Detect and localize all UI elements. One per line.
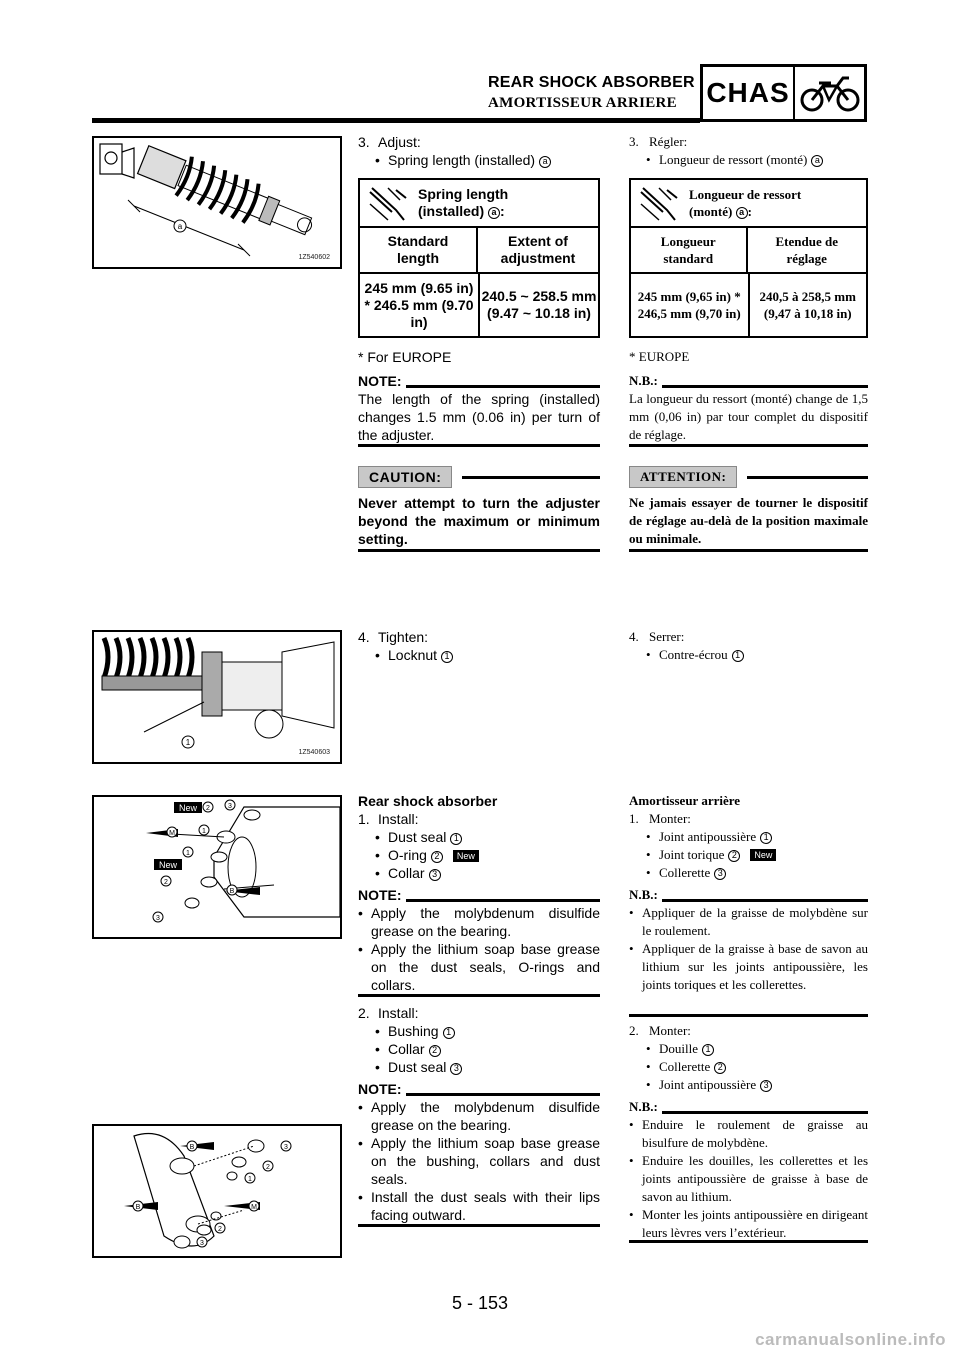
figure-locknut [92, 630, 342, 764]
figure-label-a: a [177, 222, 183, 231]
note-item: • Enduire le roulement de graisse au bisulfure de molybdène. [629, 1116, 868, 1152]
bullet-collar [388, 864, 441, 882]
callout-1: 1 [702, 1044, 714, 1056]
wrench-icon [366, 184, 410, 224]
page-number: 5 - 153 [451, 1293, 509, 1313]
watermark: carmanualsonline.info [755, 1330, 946, 1349]
callout-2: 2 [266, 1164, 270, 1171]
step-text: Tighten: [378, 629, 429, 645]
callout-2: 2 [429, 1045, 441, 1057]
bullet-collar [388, 1040, 441, 1058]
step-text: Install: [378, 811, 419, 827]
note-item: • Monter les joints antipoussière en dirigeant leurs lèvres vers l’extérieur. [629, 1206, 868, 1242]
note-text: The length of the spring (installed) changes 1.5 mm (0.06 in) per turn of the adjuster. [358, 391, 600, 443]
note-rule [629, 444, 868, 447]
note-item: • Appliquer de la graisse de molybdène sur le roulement. [629, 904, 868, 940]
caution-label: CAUTION: [358, 466, 452, 488]
note-text: La longueur du ressort (monté) change de 1,5 mm (0,06 in) par tour complet du dispositif de réglage. [629, 391, 868, 442]
callout-2: 2 [728, 850, 740, 862]
bullet-text: Collerette [659, 1059, 711, 1074]
callout-3: 3 [450, 1063, 462, 1075]
note-header [629, 372, 868, 390]
callout-1: 1 [186, 850, 190, 857]
note-rule [358, 1224, 600, 1227]
bullet-text: Joint torique [659, 847, 725, 862]
step-number: 4. [358, 629, 370, 645]
col-header-standard: Longueur standard [660, 234, 716, 266]
note-header [358, 1080, 600, 1098]
note-item: • Install the dust seals with their lips facing outward. [358, 1188, 600, 1224]
step-3 [358, 133, 421, 151]
step-text: Install: [378, 1005, 419, 1021]
caution-text: Never attempt to turn the adjuster beyond the maximum or minimum setting. [358, 495, 600, 547]
spec-title: Spring length (installed) a : [418, 186, 509, 219]
callout-2: 2 [431, 851, 443, 863]
motorcycle-icon [795, 67, 864, 119]
bullet-text: Locknut [388, 647, 438, 663]
callout-1: 1 [248, 1176, 252, 1183]
callout-1: 1 [441, 651, 453, 663]
callout-a: a [811, 155, 823, 167]
bullet-spring-length [388, 151, 551, 169]
adjustment-value: 240,5 à 258,5 mm (9,47 à 10,18 in) [748, 274, 867, 336]
step-number: 3. [629, 134, 639, 149]
callout-2: 2 [714, 1062, 726, 1074]
install-step-2 [629, 1022, 691, 1040]
figure-label-1: 1 [185, 738, 191, 747]
new-tag: New [178, 803, 198, 813]
note-item: • Apply the molybdenum disulfide grease on the bearing. [358, 1098, 600, 1134]
bullet-spring-length [659, 151, 823, 169]
note-list [629, 904, 868, 994]
step-text: Monter: [649, 811, 691, 826]
callout-a: a [736, 207, 748, 219]
figure-code: 1Z540602 [298, 254, 330, 261]
callout-3: 3 [760, 1080, 772, 1092]
bullet-text: Contre-écrou [659, 647, 728, 662]
new-tag: New [750, 849, 776, 861]
bullet-collar [659, 864, 726, 882]
bullet-dust-seal [659, 1076, 772, 1094]
caution-rule [629, 549, 868, 552]
spec-title-line1: Longueur de ressort [689, 187, 802, 202]
note-item: • Appliquer de la graisse à base de savon au lithium sur les joints antipoussière, les joints toriques et les collerettes. [629, 940, 868, 994]
note-header [358, 372, 600, 390]
bullet-text: Longueur de ressort (monté) [659, 152, 808, 167]
callout-2: 2 [218, 1226, 222, 1233]
note-item: • Apply the molybdenum disulfide grease on the bearing. [358, 904, 600, 940]
callout-1: 1 [443, 1027, 455, 1039]
callout-3: 3 [228, 803, 232, 810]
header-rule [92, 118, 700, 123]
step-number: 1. [358, 811, 370, 827]
bullet-locknut [659, 646, 744, 664]
header-title: REAR SHOCK ABSORBER [488, 74, 695, 91]
bullet-text: Bushing [388, 1023, 439, 1039]
bullet-dust-seal [388, 828, 462, 846]
col-header-adjustment: Extent of adjustment [476, 228, 598, 272]
note-list [358, 1098, 600, 1224]
callout-1: 1 [450, 833, 462, 845]
note-rule [358, 994, 600, 997]
grease-b-label: B [135, 1204, 141, 1211]
figure-bushing-install [92, 1124, 342, 1258]
step-4 [358, 628, 428, 646]
section-label: CHAS [703, 67, 795, 119]
bullet-dust-seal [659, 828, 772, 846]
section-title: Rear shock absorber [358, 793, 498, 809]
step-3 [629, 133, 687, 151]
callout-3: 3 [200, 1240, 204, 1247]
note-rule [629, 1240, 868, 1243]
install-step-1 [358, 810, 418, 828]
note-label: N.B.: [629, 1099, 658, 1114]
callout-3: 3 [156, 915, 160, 922]
step-text: Adjust: [378, 134, 421, 150]
spec-title-line2: (monté) [689, 204, 733, 219]
install-step-2 [358, 1004, 418, 1022]
callout-a: a [488, 207, 500, 219]
callout-3: 3 [284, 1144, 288, 1151]
new-tag: New [453, 850, 479, 862]
section-badge [700, 64, 867, 122]
col-header-standard: Standard length [387, 233, 449, 266]
figure-spring-length [92, 136, 342, 269]
new-tag: New [158, 860, 178, 870]
bullet-bushing [659, 1040, 714, 1058]
grease-m-label: M [251, 1204, 257, 1211]
bullet-text: Collar [388, 1041, 425, 1057]
note-header [629, 1098, 868, 1116]
callout-2: 2 [206, 805, 210, 812]
step-number: 2. [358, 1005, 370, 1021]
section-title: Amortisseur arrière [629, 793, 741, 808]
spec-table [358, 178, 600, 338]
col-header-adjustment: Etendue de réglage [746, 228, 867, 272]
note-rule [358, 444, 600, 447]
step-number: 2. [629, 1023, 639, 1038]
bullet-text: Douille [659, 1041, 698, 1056]
note-item: • Apply the lithium soap base grease on the dust seals, O-rings and collars. [358, 940, 600, 994]
step-text: Monter: [649, 1023, 691, 1038]
callout-3: 3 [714, 868, 726, 880]
spec-title-line1: Spring length [418, 186, 509, 202]
bullet-locknut [388, 646, 453, 664]
caution-header [358, 466, 600, 488]
note-item: • Enduire les douilles, les collerettes et les joints antipoussière de graisse à base de savon au lithium. [629, 1152, 868, 1206]
caution-text: Ne jamais essayer de tourner le dispositif de réglage au-delà de la position maximale ou minimale. [629, 495, 868, 546]
note-item: • Apply the lithium soap base grease on the bushing, collars and dust seals. [358, 1134, 600, 1188]
note-label: NOTE: [358, 373, 402, 389]
callout-1: 1 [760, 832, 772, 844]
note-header [358, 886, 600, 904]
grease-m-label: M [169, 830, 175, 837]
note-header [629, 886, 868, 904]
bullet-text: Joint antipoussière [659, 829, 757, 844]
bullet-text: Joint antipoussière [659, 1077, 757, 1092]
bullet-bushing [388, 1022, 455, 1040]
callout-1: 1 [202, 828, 206, 835]
standard-value: 245 mm (9,65 in) * 246,5 mm (9,70 in) [637, 289, 741, 321]
header-subtitle: AMORTISSEUR ARRIERE [488, 95, 677, 111]
step-number: 1. [629, 811, 639, 826]
callout-2: 2 [164, 879, 168, 886]
step-number: 4. [629, 629, 639, 644]
footnote: * EUROPE [629, 349, 690, 364]
caution-label: ATTENTION: [629, 466, 737, 488]
bullet-dust-seal [388, 1058, 462, 1076]
bullet-o-ring [659, 846, 776, 864]
step-text: Serrer: [649, 629, 685, 644]
bullet-o-ring [388, 846, 479, 864]
step-text: Régler: [649, 134, 688, 149]
install-step-1 [629, 810, 691, 828]
note-label: N.B.: [629, 373, 658, 388]
bullet-text: Dust seal [388, 829, 447, 845]
bullet-text: Collerette [659, 865, 711, 880]
note-label: NOTE: [358, 1081, 402, 1097]
bullet-collar [659, 1058, 726, 1076]
caution-rule [358, 549, 600, 552]
callout-a: a [539, 156, 551, 168]
note-label: N.B.: [629, 887, 658, 902]
spec-title-line2: (installed) [418, 203, 485, 219]
note-list [358, 904, 600, 994]
callout-3: 3 [429, 869, 441, 881]
step-4 [629, 628, 684, 646]
wrench-icon [637, 184, 681, 224]
note-rule [629, 1014, 868, 1017]
caution-header [629, 466, 868, 488]
spec-title: Longueur de ressort (monté) a : [689, 187, 802, 219]
spec-table [629, 178, 868, 338]
bullet-text: Dust seal [388, 1059, 447, 1075]
bullet-text: Collar [388, 865, 425, 881]
figure-dust-seal-install [92, 795, 342, 939]
grease-b-label: B [189, 1144, 195, 1151]
figure-code: 1Z540603 [298, 749, 330, 756]
adjustment-value: 240.5 ~ 258.5 mm (9.47 ~ 10.18 in) [478, 274, 598, 336]
standard-value: 245 mm (9.65 in) * 246.5 mm (9.70 in) [364, 279, 474, 330]
grease-b-label: B [229, 888, 235, 895]
note-list [629, 1116, 868, 1242]
step-number: 3. [358, 134, 370, 150]
bullet-text: O-ring [388, 847, 427, 863]
callout-1: 1 [732, 650, 744, 662]
footnote: * For EUROPE [358, 349, 452, 365]
note-label: NOTE: [358, 887, 402, 903]
bullet-text: Spring length (installed) [388, 152, 536, 168]
